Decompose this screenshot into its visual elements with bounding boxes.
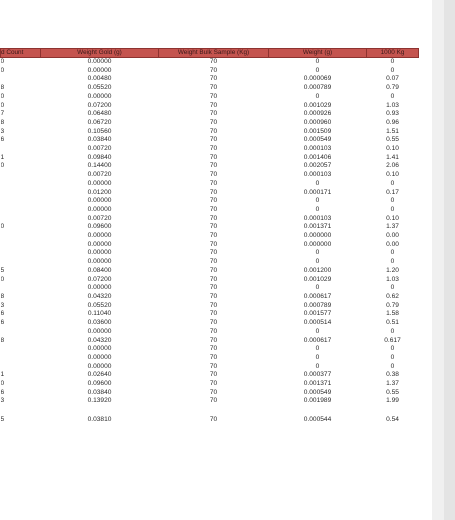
cell-weight: 0.000103 [303, 145, 332, 153]
cell-per-1000kg: 1.37 [386, 380, 399, 388]
cell-bulk-sample: 70 [209, 197, 218, 205]
cell-weight: 0.000000 [303, 240, 332, 248]
summary-cell-bulk-sample: 70 [209, 416, 218, 424]
cell-bulk-sample: 70 [209, 58, 218, 65]
table-row [1, 258, 419, 267]
cell-count [1, 241, 41, 250]
cell-bulk-sample: 70 [209, 388, 218, 396]
cell-count [1, 75, 41, 84]
table-row [1, 136, 419, 145]
cell-count: 6 [0, 136, 5, 144]
cell-weight-gold: 0.00000 [87, 345, 112, 353]
table-row [1, 267, 419, 276]
cell-weight-gold: 0.07200 [87, 275, 112, 283]
cell-per-1000kg: 0 [390, 327, 395, 335]
cell-weight-gold: 0.05520 [87, 84, 112, 92]
header-weight-bulk-sample: Weight Bulk Sample (Kg) [159, 49, 269, 58]
page-edge [444, 0, 455, 520]
cell-per-1000kg: 0.79 [386, 301, 399, 309]
table-row [1, 215, 419, 224]
cell-weight-gold: 0.00000 [87, 353, 112, 361]
cell-weight-gold: 0.00720 [87, 171, 112, 179]
cell-bulk-sample: 70 [209, 232, 218, 240]
cell-bulk-sample: 70 [209, 258, 218, 266]
table-row [1, 389, 419, 398]
table-row [1, 328, 419, 337]
cell-weight: 0 [315, 345, 320, 353]
cell-count [1, 206, 41, 215]
cell-weight: 0.002057 [303, 162, 332, 170]
table-row [1, 119, 419, 128]
cell-weight-gold: 0.00000 [87, 66, 112, 74]
table-row [1, 249, 419, 258]
table-row [1, 345, 419, 354]
cell-count: 0 [0, 380, 5, 388]
cell-count: 8 [0, 336, 5, 344]
cell-weight-gold: 0.09600 [87, 380, 112, 388]
cell-per-1000kg: 1.20 [386, 266, 399, 274]
header-count: d Count [1, 49, 41, 58]
cell-weight: 0 [315, 362, 320, 370]
table-row [1, 102, 419, 111]
table-row [1, 197, 419, 206]
cell-weight-gold: 0.11040 [87, 310, 112, 318]
table-row [1, 58, 419, 67]
cell-weight-gold: 0.00000 [87, 179, 112, 187]
cell-weight-gold: 0.00000 [87, 362, 112, 370]
cell-weight-gold: 0.04320 [87, 292, 112, 300]
cell-per-1000kg: 0.55 [386, 388, 399, 396]
cell-weight: 0.001371 [303, 380, 332, 388]
cell-count: 6 [0, 388, 5, 396]
cell-count [1, 189, 41, 198]
cell-per-1000kg: 0.38 [386, 371, 399, 379]
cell-weight: 0.001509 [303, 127, 332, 135]
cell-weight-gold: 0.14400 [87, 162, 112, 170]
cell-bulk-sample: 70 [209, 84, 218, 92]
cell-weight: 0.000926 [303, 110, 332, 118]
table-row [1, 363, 419, 372]
cell-weight-gold: 0.02640 [87, 371, 112, 379]
cell-weight: 0.000617 [303, 292, 332, 300]
cell-weight: 0.000377 [303, 371, 332, 379]
cell-weight: 0.000069 [303, 75, 332, 83]
table-row [1, 145, 419, 154]
cell-weight-gold: 0.00000 [87, 92, 112, 100]
cell-weight: 0 [315, 205, 320, 213]
cell-weight: 0.000549 [303, 388, 332, 396]
cell-weight-gold: 0.03600 [87, 319, 112, 327]
cell-bulk-sample: 70 [209, 345, 218, 353]
cell-bulk-sample: 70 [209, 110, 218, 118]
cell-bulk-sample: 70 [209, 380, 218, 388]
cell-count: 0 [0, 92, 5, 100]
cell-per-1000kg: 1.51 [386, 127, 399, 135]
cell-per-1000kg: 0.10 [386, 214, 399, 222]
table-row [1, 284, 419, 293]
cell-weight-gold: 0.06720 [87, 118, 112, 126]
header-weight-gold: Weight Gold (g) [41, 49, 159, 58]
cell-weight: 0.000171 [303, 188, 332, 196]
cell-per-1000kg: 0 [390, 92, 395, 100]
cell-weight: 0.000549 [303, 136, 332, 144]
cell-weight-gold: 0.00000 [87, 258, 112, 266]
cell-count: 8 [0, 118, 5, 126]
cell-bulk-sample: 70 [209, 319, 218, 327]
cell-weight: 0.000789 [303, 84, 332, 92]
cell-per-1000kg: 0 [390, 58, 395, 65]
cell-bulk-sample: 70 [209, 153, 218, 161]
cell-weight-gold: 0.08400 [87, 266, 112, 274]
cell-weight: 0.000514 [303, 319, 332, 327]
cell-weight-gold: 0.00000 [87, 58, 112, 65]
gold-sample-table [0, 48, 419, 425]
cell-per-1000kg: 0.10 [386, 145, 399, 153]
summary-cell-weight: 0.000544 [303, 416, 332, 424]
cell-weight: 0.000960 [303, 118, 332, 126]
cell-count: 0 [0, 58, 5, 65]
cell-bulk-sample: 70 [209, 249, 218, 257]
table-row [1, 154, 419, 163]
cell-per-1000kg: 0.617 [384, 336, 401, 344]
cell-weight: 0.000103 [303, 214, 332, 222]
cell-per-1000kg: 1.03 [386, 101, 399, 109]
cell-weight: 0.000789 [303, 301, 332, 309]
cell-weight: 0 [315, 66, 320, 74]
table-row [1, 241, 419, 250]
cell-per-1000kg: 0 [390, 179, 395, 187]
cell-weight-gold: 0.09600 [87, 223, 112, 231]
cell-bulk-sample: 70 [209, 266, 218, 274]
table-row [1, 293, 419, 302]
cell-count: 6 [0, 310, 5, 318]
cell-per-1000kg: 0 [390, 205, 395, 213]
table-row [1, 189, 419, 198]
table-row [1, 171, 419, 180]
cell-weight-gold: 0.00000 [87, 197, 112, 205]
cell-per-1000kg: 0.17 [386, 188, 399, 196]
cell-bulk-sample: 70 [209, 136, 218, 144]
cell-per-1000kg: 0.51 [386, 319, 399, 327]
cell-weight-gold: 0.03840 [87, 388, 112, 396]
cell-weight: 0.001577 [303, 310, 332, 318]
table-row [1, 232, 419, 241]
cell-weight: 0.001200 [303, 266, 332, 274]
cell-weight: 0.001029 [303, 275, 332, 283]
cell-count: 8 [0, 292, 5, 300]
spacer-cell [41, 406, 159, 416]
cell-count [1, 249, 41, 258]
cell-bulk-sample: 70 [209, 92, 218, 100]
cell-weight-gold: 0.10560 [87, 127, 112, 135]
cell-weight: 0 [315, 353, 320, 361]
cell-per-1000kg: 0 [390, 345, 395, 353]
table-row [1, 75, 419, 84]
cell-count [1, 258, 41, 267]
summary-cell-weight-gold: 0.03810 [87, 416, 112, 424]
cell-count [1, 180, 41, 189]
cell-weight: 0 [315, 284, 320, 292]
cell-weight: 0.001029 [303, 101, 332, 109]
cell-per-1000kg: 0.79 [386, 84, 399, 92]
cell-count: 5 [0, 266, 5, 274]
cell-weight-gold: 0.07200 [87, 101, 112, 109]
cell-bulk-sample: 70 [209, 162, 218, 170]
cell-weight: 0.001371 [303, 223, 332, 231]
cell-weight: 0 [315, 258, 320, 266]
summary-cell-count: 5 [0, 416, 5, 424]
cell-per-1000kg: 0.07 [386, 75, 399, 83]
cell-per-1000kg: 0 [390, 258, 395, 266]
cell-count: 3 [0, 127, 5, 135]
cell-count [1, 284, 41, 293]
cell-bulk-sample: 70 [209, 397, 218, 405]
cell-weight-gold: 0.00720 [87, 145, 112, 153]
cell-per-1000kg: 1.41 [386, 153, 399, 161]
cell-per-1000kg: 0 [390, 284, 395, 292]
cell-bulk-sample: 70 [209, 214, 218, 222]
header-row [1, 49, 419, 58]
cell-weight-gold: 0.00000 [87, 232, 112, 240]
cell-bulk-sample: 70 [209, 310, 218, 318]
table-row [1, 206, 419, 215]
cell-count: 6 [0, 319, 5, 327]
cell-per-1000kg: 1.03 [386, 275, 399, 283]
cell-per-1000kg: 0 [390, 249, 395, 257]
cell-count [1, 215, 41, 224]
table-row [1, 223, 419, 232]
cell-per-1000kg: 0.55 [386, 136, 399, 144]
cell-bulk-sample: 70 [209, 145, 218, 153]
cell-bulk-sample: 70 [209, 275, 218, 283]
spacer-row [1, 406, 419, 416]
cell-count: 7 [0, 110, 5, 118]
header-weight: Weight (g) [269, 49, 367, 58]
cell-bulk-sample: 70 [209, 171, 218, 179]
cell-bulk-sample: 70 [209, 66, 218, 74]
cell-per-1000kg: 1.37 [386, 223, 399, 231]
cell-bulk-sample: 70 [209, 362, 218, 370]
cell-weight-gold: 0.03840 [87, 136, 112, 144]
cell-bulk-sample: 70 [209, 240, 218, 248]
cell-bulk-sample: 70 [209, 353, 218, 361]
cell-count [1, 171, 41, 180]
spacer-cell [367, 406, 419, 416]
cell-weight-gold: 0.13920 [87, 397, 112, 405]
table-row [1, 310, 419, 319]
cell-bulk-sample: 70 [209, 301, 218, 309]
spacer-cell [1, 406, 41, 416]
table-row [1, 84, 419, 93]
cell-weight-gold: 0.01200 [87, 188, 112, 196]
cell-weight-gold: 0.00000 [87, 327, 112, 335]
table-row [1, 380, 419, 389]
cell-weight: 0 [315, 197, 320, 205]
cell-count: 0 [0, 275, 5, 283]
table-row [1, 180, 419, 189]
cell-weight: 0 [315, 92, 320, 100]
cell-count: 8 [0, 84, 5, 92]
cell-count [1, 145, 41, 154]
cell-weight: 0 [315, 58, 320, 65]
cell-per-1000kg: 0 [390, 66, 395, 74]
cell-bulk-sample: 70 [209, 179, 218, 187]
cell-per-1000kg: 2.06 [386, 162, 399, 170]
cell-weight-gold: 0.00000 [87, 240, 112, 248]
table-row [1, 110, 419, 119]
cell-weight-gold: 0.04320 [87, 336, 112, 344]
cell-weight: 0.001989 [303, 397, 332, 405]
cell-per-1000kg: 0.62 [386, 292, 399, 300]
cell-weight-gold: 0.00000 [87, 249, 112, 257]
spacer-cell [159, 406, 269, 416]
cell-bulk-sample: 70 [209, 101, 218, 109]
cell-count: 1 [0, 153, 5, 161]
table-row [1, 371, 419, 380]
summary-cell-per-1000kg: 0.54 [386, 416, 399, 424]
cell-bulk-sample: 70 [209, 336, 218, 344]
cell-count: 0 [0, 162, 5, 170]
cell-weight: 0.000103 [303, 171, 332, 179]
cell-count [1, 354, 41, 363]
table-row [1, 319, 419, 328]
cell-bulk-sample: 70 [209, 371, 218, 379]
cell-bulk-sample: 70 [209, 327, 218, 335]
cell-weight: 0.001406 [303, 153, 332, 161]
cell-per-1000kg: 0 [390, 197, 395, 205]
cell-count [1, 363, 41, 372]
cell-per-1000kg: 1.58 [386, 310, 399, 318]
table-row [1, 276, 419, 285]
table-row [1, 67, 419, 76]
cell-count: 0 [0, 101, 5, 109]
cell-weight: 0.000617 [303, 336, 332, 344]
cell-bulk-sample: 70 [209, 205, 218, 213]
cell-count [1, 345, 41, 354]
cell-per-1000kg: 0.00 [386, 240, 399, 248]
cell-count [1, 328, 41, 337]
cell-per-1000kg: 0.93 [386, 110, 399, 118]
table-row [1, 128, 419, 137]
table-row [1, 337, 419, 346]
cell-count: 0 [0, 223, 5, 231]
cell-bulk-sample: 70 [209, 223, 218, 231]
table-row [1, 162, 419, 171]
header-1000kg: 1000 Kg [367, 49, 419, 58]
cell-count: 3 [0, 301, 5, 309]
cell-bulk-sample: 70 [209, 284, 218, 292]
cell-per-1000kg: 0 [390, 362, 395, 370]
table-row [1, 397, 419, 406]
cell-count: 0 [0, 66, 5, 74]
cell-weight-gold: 0.00000 [87, 205, 112, 213]
spacer-cell [269, 406, 367, 416]
cell-bulk-sample: 70 [209, 188, 218, 196]
table-row [1, 93, 419, 102]
cell-per-1000kg: 0.96 [386, 118, 399, 126]
cell-weight-gold: 0.00480 [87, 75, 112, 83]
cell-bulk-sample: 70 [209, 292, 218, 300]
cell-weight: 0 [315, 179, 320, 187]
cell-weight-gold: 0.09840 [87, 153, 112, 161]
cell-weight-gold: 0.06480 [87, 110, 112, 118]
cell-count: 3 [0, 397, 5, 405]
cell-per-1000kg: 0 [390, 353, 395, 361]
cell-weight-gold: 0.00000 [87, 284, 112, 292]
table-row [1, 354, 419, 363]
cell-bulk-sample: 70 [209, 127, 218, 135]
cell-weight-gold: 0.05520 [87, 301, 112, 309]
cell-bulk-sample: 70 [209, 118, 218, 126]
summary-row [1, 416, 419, 425]
cell-per-1000kg: 0.10 [386, 171, 399, 179]
cell-bulk-sample: 70 [209, 75, 218, 83]
cell-weight: 0 [315, 327, 320, 335]
table-row [1, 302, 419, 311]
cell-weight: 0.000000 [303, 232, 332, 240]
cell-count [1, 232, 41, 241]
cell-count [1, 197, 41, 206]
cell-weight: 0 [315, 249, 320, 257]
cell-weight-gold: 0.00720 [87, 214, 112, 222]
cell-count: 1 [0, 371, 5, 379]
cell-per-1000kg: 1.99 [386, 397, 399, 405]
cell-per-1000kg: 0.00 [386, 232, 399, 240]
